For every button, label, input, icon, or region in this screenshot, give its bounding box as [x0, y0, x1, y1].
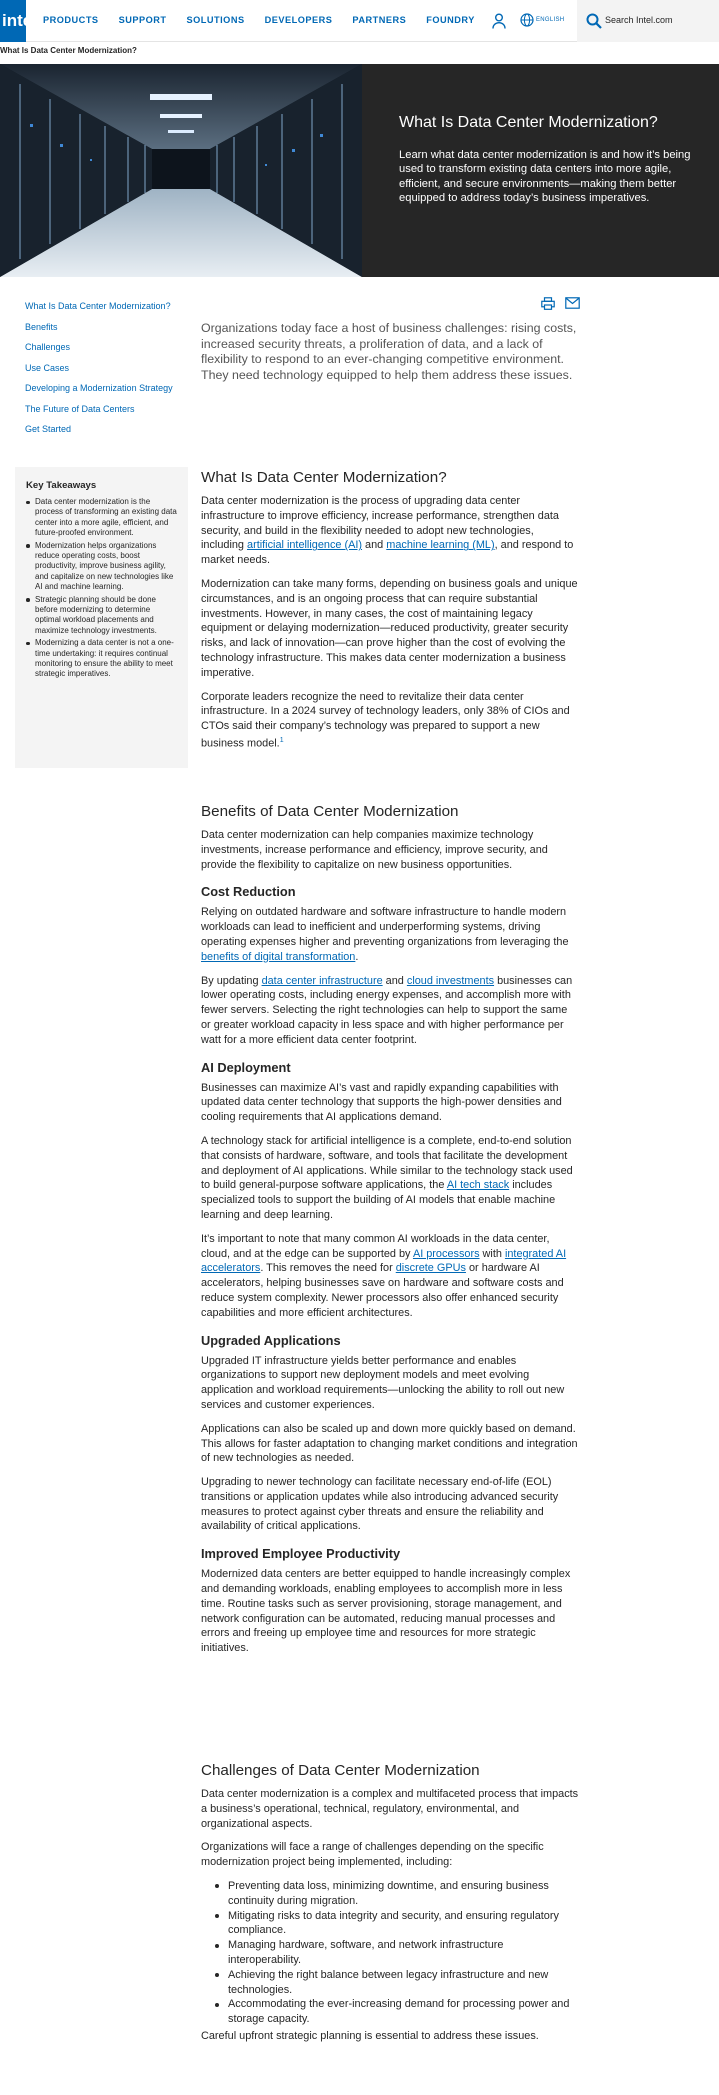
- article-tools: [541, 297, 580, 310]
- ai-link[interactable]: artificial intelligence (AI): [247, 539, 363, 552]
- intro-paragraph: Organizations today face a host of business challenges: rising costs, increased security threats, a proliferation of data, and a lack of flexibility to respond to an ever-changing competitive environment. They need technology equipped to help them address these issues.: [201, 321, 577, 382]
- paragraph: Data center modernization is a complex and multifaceted process that impacts a business’s operational, technical, regulatory, environmental, and organizational aspects.: [201, 1788, 579, 1830]
- paragraph: Upgrading to newer technology can facilitate necessary end-of-life (EOL) transitions or application updates while also introducing advanced security measures to protect against cyber threats and ensure the reliability and availability of critical applications.: [201, 1476, 559, 1533]
- email-icon[interactable]: [565, 297, 580, 309]
- table-of-contents: [25, 300, 195, 444]
- subsection-heading: Upgraded Applications: [201, 1332, 341, 1348]
- paragraph: Corporate leaders recognize the need to revitalize their data center infrastructure. In a 2024 survey of technology leaders, only 38% of CIOs and CTOs said their company’s technology was prepared to support a new business model.$^1$: [201, 690, 570, 750]
- nav-links: [43, 15, 475, 25]
- nav-support[interactable]: SUPPORT: [118, 15, 167, 25]
- language-selector[interactable]: ENGLISH: [536, 17, 565, 23]
- subsection-heading: AI Deployment: [201, 1059, 291, 1075]
- ai-tech-stack-link[interactable]: AI tech stack: [446, 1179, 510, 1192]
- paragraph: Modernized data centers are better equipped to handle increasingly complex and demanding workloads, enabling employees to accomplish more in less time. Routine tasks such as server provisioning, storage management, and network configuration can be automated, reducing manual processes and errors and freeing up employee time and resources for more strategic initiatives.: [201, 1568, 571, 1655]
- top-navigation: [0, 0, 719, 42]
- print-icon[interactable]: [541, 297, 555, 310]
- hero-subtitle: Learn what data center modernization is and how it’s being used to transform existing data centers into more agile, efficient, and secure environments—making them better equipped to address today’s business imperatives.: [399, 149, 691, 205]
- section-heading: Benefits of Data Center Modernization: [201, 803, 459, 820]
- globe-icon[interactable]: [520, 13, 534, 27]
- takeaway-item: Strategic planning should be done before modernizing to determine optimal workload placements and maximize technology investments.: [25, 595, 178, 636]
- data-center-infrastructure-link[interactable]: data center infrastructure: [261, 974, 383, 987]
- search-box[interactable]: [577, 0, 719, 42]
- toc-what-is[interactable]: What Is Data Center Modernization?: [25, 301, 171, 311]
- toc-benefits[interactable]: Benefits: [25, 321, 58, 332]
- key-takeaways: [15, 467, 188, 768]
- paragraph: A technology stack for artificial intelligence is a complete, end-to-end solution that consists of hardware, software, and tools that facilitate the development and deployment of AI applications. While similar to the technology stack used to build general-purpose software applications, the AI tech stack includes specialized tools to support the building of AI models that enable machine learning and deep learning.: [201, 1134, 573, 1221]
- nav-partners[interactable]: PARTNERS: [352, 15, 407, 25]
- section-heading: Challenges of Data Center Modernization: [201, 1762, 480, 1779]
- footnote-link[interactable]: 1: [279, 736, 284, 744]
- list-item: Achieving the right balance between legacy infrastructure and new technologies.: [215, 1968, 579, 1998]
- discrete-gpus-link[interactable]: discrete GPUs: [395, 1262, 466, 1275]
- paragraph: Relying on outdated hardware and software infrastructure to handle modern workloads can lead to inefficient and underperforming systems, driving operating expenses higher and preventing organizations from leveraging the benefits of digital transformation.: [201, 906, 569, 963]
- section-what-is: [201, 469, 579, 760]
- nav-solutions[interactable]: SOLUTIONS: [186, 15, 245, 25]
- hero-title: What Is Data Center Modernization?: [399, 114, 658, 131]
- section-challenges: [201, 1762, 579, 2053]
- list-item: Managing hardware, software, and network infrastructure interoperability.: [215, 1938, 579, 1968]
- paragraph: Organizations will face a range of challenges depending on the specific modernization project being implemented, including:: [201, 1841, 544, 1869]
- paragraph: By updating data center infrastructure and cloud investments businesses can lower operating costs, including energy expenses, and accomplish more with fewer servers. Selecting the right technologies can help to support the same or greater workload capacity in less space and with higher performance per watt for a more efficient data center footprint.: [201, 974, 573, 1046]
- ml-link[interactable]: machine learning (ML): [386, 539, 495, 552]
- takeaway-item: Modernizing a data center is not a one-time undertaking: it requires continual monitoring to ensure the ability to meet strategic imperatives.: [25, 638, 178, 679]
- breadcrumb[interactable]: What Is Data Center Modernization?: [0, 46, 137, 55]
- user-icon[interactable]: [492, 13, 506, 29]
- intel-logo[interactable]: intel: [0, 0, 26, 42]
- search-input[interactable]: Search Intel.com: [605, 15, 673, 25]
- paragraph: Businesses can maximize AI’s vast and rapidly expanding capabilities with updated data center technology that supports the high-power densities and cooling requirements that AI applications demand.: [201, 1081, 562, 1124]
- ai-accelerators-link[interactable]: integrated AI accelerators: [201, 1247, 567, 1275]
- toc-get-started[interactable]: Get Started: [25, 424, 72, 434]
- nav-foundry[interactable]: FOUNDRY: [426, 15, 475, 25]
- paragraph: It’s important to note that many common AI workloads in the data center, cloud, and at the edge can be supported by AI processors with integrated AI accelerators. This removes the need for discrete GPUs or hardware AI accelerators, helping businesses save on hardware and software costs and reduce system complexity. Newer processors also offer enhanced security capabilities and more efficient architectures.: [201, 1232, 567, 1319]
- toc-use-cases[interactable]: Use Cases: [25, 362, 70, 373]
- section-heading: What Is Data Center Modernization?: [201, 469, 447, 486]
- search-icon[interactable]: [586, 13, 602, 29]
- list-item: Preventing data loss, minimizing downtime, and ensuring business continuity during migration.: [215, 1879, 579, 1909]
- subsection-heading: Cost Reduction: [201, 884, 296, 900]
- takeaway-item: Modernization helps organizations reduce operating costs, boost productivity, improve business agility, and capitalize on new technologies like AI and machine learning.: [25, 541, 178, 592]
- paragraph: Modernization can take many forms, depending on business goals and unique circumstances, and is an ongoing process that can require substantial investments. However, in many cases, the cost of maintaining legacy equipment or delaying modernization—reduced productivity, greater security risks, and lack of innovation—can prove higher than the cost of evolving the technology infrastructure. This makes data center modernization a business imperative.: [201, 577, 578, 679]
- paragraph: Data center modernization is the process of upgrading data center infrastructure to improve efficiency, increase performance, strengthen data security, and build in the flexibility needed to adopt new technologies, including artificial intelligence (AI) and machine learning (ML), and respond to market needs.: [201, 495, 574, 567]
- toc-strategy[interactable]: Developing a Modernization Strategy: [25, 383, 173, 393]
- takeaway-item: Data center modernization is the process of transforming an existing data center into a more agile, efficient, and future-proofed environment.: [25, 497, 178, 538]
- toc-future[interactable]: The Future of Data Centers: [25, 403, 135, 414]
- section-benefits: [201, 803, 579, 1665]
- hero-banner: [0, 64, 719, 277]
- ai-processors-link[interactable]: AI processors: [412, 1247, 480, 1260]
- cloud-investments-link[interactable]: cloud investments: [406, 974, 495, 987]
- nav-developers[interactable]: DEVELOPERS: [264, 15, 333, 25]
- challenges-list: [215, 1879, 579, 2027]
- toc-challenges[interactable]: Challenges: [25, 342, 71, 352]
- server-room-image: [0, 64, 362, 277]
- list-item: Mitigating risks to data integrity and security, and ensuring regulatory compliance.: [215, 1909, 579, 1939]
- paragraph: Applications can also be scaled up and down more quickly based on demand. This allows for faster adaptation to changing market conditions and integration of new technologies as needed.: [201, 1422, 578, 1465]
- digital-transformation-link[interactable]: benefits of digital transformation: [201, 950, 356, 963]
- nav-products[interactable]: PRODUCTS: [43, 15, 99, 25]
- key-takeaways-title: Key Takeaways: [26, 480, 97, 491]
- list-item: Accommodating the ever-increasing demand for processing power and storage capacity.: [215, 1997, 579, 2027]
- paragraph: Upgraded IT infrastructure yields better performance and enables organizations to support new deployment models and meet evolving application and workload requirements—unlocking the ability to roll out new services and customer experiences.: [201, 1354, 565, 1411]
- paragraph: Careful upfront strategic planning is essential to address these issues.: [201, 2029, 539, 2042]
- paragraph: Data center modernization can help companies maximize technology investments, increase performance and efficiency, improve security, and provide the flexibility to capitalize on new business opportunities.: [201, 829, 548, 871]
- subsection-heading: Improved Employee Productivity: [201, 1546, 401, 1562]
